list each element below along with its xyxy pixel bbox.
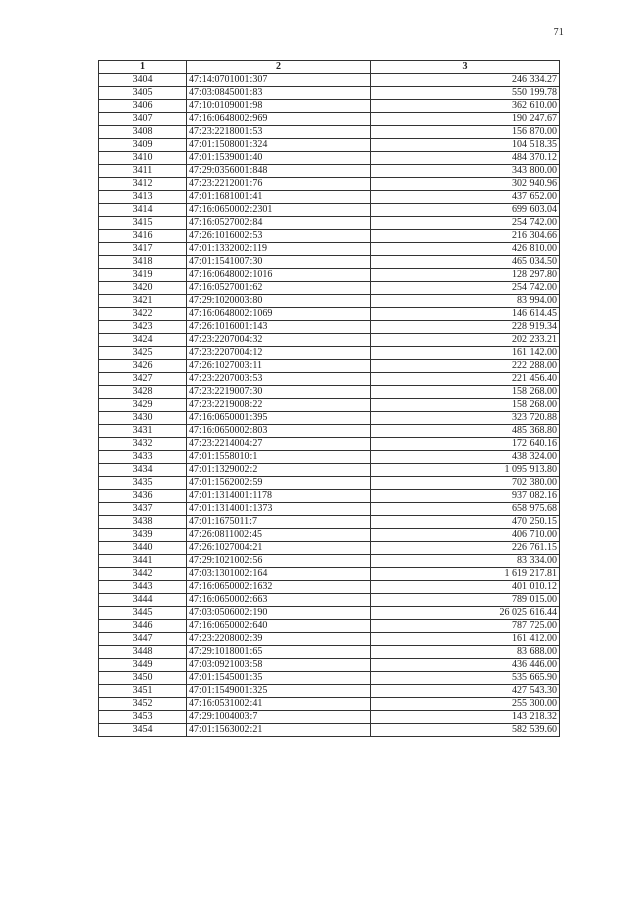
value-cell: 1 619 217.81 (371, 568, 560, 581)
cadastral-number-cell: 47:03:1301002:164 (187, 568, 371, 581)
value-cell: 406 710.00 (371, 529, 560, 542)
cadastral-number-cell: 47:01:1541007:30 (187, 256, 371, 269)
table-row (99, 412, 560, 425)
cadastral-number-cell: 47:23:2207003:53 (187, 373, 371, 386)
value-cell: 702 380.00 (371, 477, 560, 490)
table-row (99, 425, 560, 438)
row-number-cell: 3442 (99, 568, 187, 581)
value-cell: 221 456.40 (371, 373, 560, 386)
cadastral-number-cell: 47:23:2214004:27 (187, 438, 371, 451)
row-number-cell: 3431 (99, 425, 187, 438)
row-number-cell: 3428 (99, 386, 187, 399)
value-cell: 343 800.00 (371, 165, 560, 178)
table-row (99, 256, 560, 269)
cadastral-number-cell: 47:23:2219007:30 (187, 386, 371, 399)
row-number-cell: 3451 (99, 685, 187, 698)
row-number-cell: 3418 (99, 256, 187, 269)
table-row (99, 100, 560, 113)
row-number-cell: 3432 (99, 438, 187, 451)
table-row (99, 542, 560, 555)
table-row (99, 698, 560, 711)
value-cell: 436 446.00 (371, 659, 560, 672)
value-cell: 161 142.00 (371, 347, 560, 360)
row-number-cell: 3415 (99, 217, 187, 230)
table-row (99, 74, 560, 87)
row-number-cell: 3454 (99, 724, 187, 737)
value-cell: 143 218.32 (371, 711, 560, 724)
value-cell: 937 082.16 (371, 490, 560, 503)
cadastral-number-cell: 47:01:1681001:41 (187, 191, 371, 204)
cadastral-number-cell: 47:16:0650002:640 (187, 620, 371, 633)
value-cell: 83 334.00 (371, 555, 560, 568)
table-row (99, 399, 560, 412)
value-cell: 323 720.88 (371, 412, 560, 425)
table-row (99, 724, 560, 737)
table-row (99, 373, 560, 386)
value-cell: 146 614.45 (371, 308, 560, 321)
cadastral-number-cell: 47:01:1675011:7 (187, 516, 371, 529)
cadastral-number-cell: 47:16:0650002:2301 (187, 204, 371, 217)
row-number-cell: 3441 (99, 555, 187, 568)
column-header-2: 2 (187, 61, 371, 74)
row-number-cell: 3440 (99, 542, 187, 555)
table-row (99, 230, 560, 243)
value-cell: 104 518.35 (371, 139, 560, 152)
row-number-cell: 3423 (99, 321, 187, 334)
value-cell: 426 810.00 (371, 243, 560, 256)
cadastral-number-cell: 47:10:0109001:98 (187, 100, 371, 113)
cadastral-number-cell: 47:23:2219008:22 (187, 399, 371, 412)
row-number-cell: 3414 (99, 204, 187, 217)
row-number-cell: 3416 (99, 230, 187, 243)
cadastral-number-cell: 47:01:1563002:21 (187, 724, 371, 737)
value-cell: 172 640.16 (371, 438, 560, 451)
row-number-cell: 3426 (99, 360, 187, 373)
cadastral-number-cell: 47:16:0650002:803 (187, 425, 371, 438)
table-row (99, 646, 560, 659)
table-row (99, 386, 560, 399)
table-row (99, 217, 560, 230)
row-number-cell: 3412 (99, 178, 187, 191)
table-row (99, 594, 560, 607)
table-row (99, 529, 560, 542)
table-row (99, 178, 560, 191)
value-cell: 362 610.00 (371, 100, 560, 113)
row-number-cell: 3437 (99, 503, 187, 516)
table-row (99, 204, 560, 217)
table-row (99, 568, 560, 581)
value-cell: 427 543.30 (371, 685, 560, 698)
row-number-cell: 3417 (99, 243, 187, 256)
value-cell: 161 412.00 (371, 633, 560, 646)
value-cell: 216 304.66 (371, 230, 560, 243)
value-cell: 26 025 616.44 (371, 607, 560, 620)
row-number-cell: 3443 (99, 581, 187, 594)
value-cell: 787 725.00 (371, 620, 560, 633)
value-cell: 158 268.00 (371, 386, 560, 399)
row-number-cell: 3434 (99, 464, 187, 477)
row-number-cell: 3419 (99, 269, 187, 282)
cadastral-number-cell: 47:16:0650001:395 (187, 412, 371, 425)
row-number-cell: 3439 (99, 529, 187, 542)
table-row (99, 165, 560, 178)
cadastral-number-cell: 47:26:1027004:21 (187, 542, 371, 555)
table-row (99, 464, 560, 477)
table-row (99, 451, 560, 464)
cadastral-number-cell: 47:16:0648002:969 (187, 113, 371, 126)
value-cell: 485 368.80 (371, 425, 560, 438)
table-row (99, 191, 560, 204)
cadastral-number-cell: 47:26:1027003:11 (187, 360, 371, 373)
table-row (99, 503, 560, 516)
table-row (99, 269, 560, 282)
table-row (99, 607, 560, 620)
row-number-cell: 3407 (99, 113, 187, 126)
row-number-cell: 3448 (99, 646, 187, 659)
value-cell: 128 297.80 (371, 269, 560, 282)
table-row (99, 620, 560, 633)
row-number-cell: 3445 (99, 607, 187, 620)
value-cell: 158 268.00 (371, 399, 560, 412)
value-cell: 658 975.68 (371, 503, 560, 516)
value-cell: 484 370.12 (371, 152, 560, 165)
cadastral-number-cell: 47:01:1329002:2 (187, 464, 371, 477)
table-row (99, 490, 560, 503)
row-number-cell: 3420 (99, 282, 187, 295)
cadastral-number-cell: 47:29:1004003:7 (187, 711, 371, 724)
table-row (99, 334, 560, 347)
cadastral-number-cell: 47:23:2207004:12 (187, 347, 371, 360)
row-number-cell: 3449 (99, 659, 187, 672)
value-cell: 1 095 913.80 (371, 464, 560, 477)
row-number-cell: 3409 (99, 139, 187, 152)
cadastral-number-cell: 47:23:2207004:32 (187, 334, 371, 347)
row-number-cell: 3413 (99, 191, 187, 204)
value-cell: 254 742.00 (371, 282, 560, 295)
table-row (99, 633, 560, 646)
row-number-cell: 3429 (99, 399, 187, 412)
row-number-cell: 3408 (99, 126, 187, 139)
cadastral-number-cell: 47:16:0650002:1632 (187, 581, 371, 594)
value-cell: 202 233.21 (371, 334, 560, 347)
header-row (99, 61, 560, 74)
page-number: 71 (553, 27, 564, 38)
row-number-cell: 3425 (99, 347, 187, 360)
row-number-cell: 3433 (99, 451, 187, 464)
cadastral-number-cell: 47:03:0921003:58 (187, 659, 371, 672)
value-cell: 255 300.00 (371, 698, 560, 711)
value-cell: 699 603.04 (371, 204, 560, 217)
value-cell: 470 250.15 (371, 516, 560, 529)
cadastral-number-cell: 47:29:1018001:65 (187, 646, 371, 659)
table-row (99, 581, 560, 594)
row-number-cell: 3453 (99, 711, 187, 724)
row-number-cell: 3430 (99, 412, 187, 425)
table-row (99, 243, 560, 256)
cadastral-number-cell: 47:29:1021002:56 (187, 555, 371, 568)
cadastral-number-cell: 47:01:1539001:40 (187, 152, 371, 165)
value-cell: 438 324.00 (371, 451, 560, 464)
value-cell: 401 010.12 (371, 581, 560, 594)
row-number-cell: 3427 (99, 373, 187, 386)
value-cell: 226 761.15 (371, 542, 560, 555)
column-header-3: 3 (371, 61, 560, 74)
cadastral-number-cell: 47:03:0845001:83 (187, 87, 371, 100)
row-number-cell: 3422 (99, 308, 187, 321)
cadastral-number-cell: 47:16:0648002:1016 (187, 269, 371, 282)
value-cell: 222 288.00 (371, 360, 560, 373)
cadastral-number-cell: 47:16:0648002:1069 (187, 308, 371, 321)
column-header-1: 1 (99, 61, 187, 74)
cadastral-number-cell: 47:01:1332002:119 (187, 243, 371, 256)
cadastral-number-cell: 47:23:2218001:53 (187, 126, 371, 139)
cadastral-number-cell: 47:01:1545001:35 (187, 672, 371, 685)
value-cell: 254 742.00 (371, 217, 560, 230)
value-cell: 302 940.96 (371, 178, 560, 191)
cadastral-number-cell: 47:16:0527002:84 (187, 217, 371, 230)
cadastral-number-cell: 47:01:1558010:1 (187, 451, 371, 464)
table-row (99, 321, 560, 334)
row-number-cell: 3404 (99, 74, 187, 87)
cadastral-number-cell: 47:26:0811002:45 (187, 529, 371, 542)
cadastral-number-cell: 47:14:0701001:307 (187, 74, 371, 87)
value-cell: 83 994.00 (371, 295, 560, 308)
row-number-cell: 3446 (99, 620, 187, 633)
row-number-cell: 3411 (99, 165, 187, 178)
row-number-cell: 3438 (99, 516, 187, 529)
cadastral-number-cell: 47:01:1314001:1178 (187, 490, 371, 503)
cadastral-number-cell: 47:16:0531002:41 (187, 698, 371, 711)
cadastral-number-cell: 47:23:2212001:76 (187, 178, 371, 191)
value-cell: 582 539.60 (371, 724, 560, 737)
table-row (99, 477, 560, 490)
cadastral-number-cell: 47:16:0527001:62 (187, 282, 371, 295)
cadastral-number-cell: 47:26:1016002:53 (187, 230, 371, 243)
table-row (99, 685, 560, 698)
table-row (99, 360, 560, 373)
value-cell: 156 870.00 (371, 126, 560, 139)
table-row (99, 113, 560, 126)
cadastral-number-cell: 47:16:0650002:663 (187, 594, 371, 607)
value-cell: 789 015.00 (371, 594, 560, 607)
row-number-cell: 3447 (99, 633, 187, 646)
row-number-cell: 3424 (99, 334, 187, 347)
table-row (99, 555, 560, 568)
cadastral-number-cell: 47:29:1020003:80 (187, 295, 371, 308)
value-cell: 83 688.00 (371, 646, 560, 659)
table-row (99, 87, 560, 100)
row-number-cell: 3444 (99, 594, 187, 607)
table-body (99, 74, 560, 737)
cadastral-number-cell: 47:29:0356001:848 (187, 165, 371, 178)
table-row (99, 711, 560, 724)
row-number-cell: 3450 (99, 672, 187, 685)
cadastral-number-cell: 47:01:1314001:1373 (187, 503, 371, 516)
table-row (99, 438, 560, 451)
row-number-cell: 3405 (99, 87, 187, 100)
value-cell: 228 919.34 (371, 321, 560, 334)
cadastral-number-cell: 47:23:2208002:39 (187, 633, 371, 646)
cadastral-number-cell: 47:01:1562002:59 (187, 477, 371, 490)
table-row (99, 347, 560, 360)
cadastral-number-cell: 47:01:1549001:325 (187, 685, 371, 698)
row-number-cell: 3435 (99, 477, 187, 490)
value-cell: 535 665.90 (371, 672, 560, 685)
registry-table (98, 60, 560, 737)
table-row (99, 295, 560, 308)
table-row (99, 516, 560, 529)
row-number-cell: 3452 (99, 698, 187, 711)
table-row (99, 126, 560, 139)
value-cell: 465 034.50 (371, 256, 560, 269)
table-row (99, 308, 560, 321)
value-cell: 246 334.27 (371, 74, 560, 87)
value-cell: 550 199.78 (371, 87, 560, 100)
row-number-cell: 3421 (99, 295, 187, 308)
row-number-cell: 3406 (99, 100, 187, 113)
value-cell: 190 247.67 (371, 113, 560, 126)
cadastral-number-cell: 47:01:1508001:324 (187, 139, 371, 152)
table-row (99, 152, 560, 165)
cadastral-number-cell: 47:26:1016001:143 (187, 321, 371, 334)
value-cell: 437 652.00 (371, 191, 560, 204)
cadastral-number-cell: 47:03:0506002:190 (187, 607, 371, 620)
table-row (99, 672, 560, 685)
row-number-cell: 3410 (99, 152, 187, 165)
table-row (99, 659, 560, 672)
row-number-cell: 3436 (99, 490, 187, 503)
table-row (99, 139, 560, 152)
table-row (99, 282, 560, 295)
